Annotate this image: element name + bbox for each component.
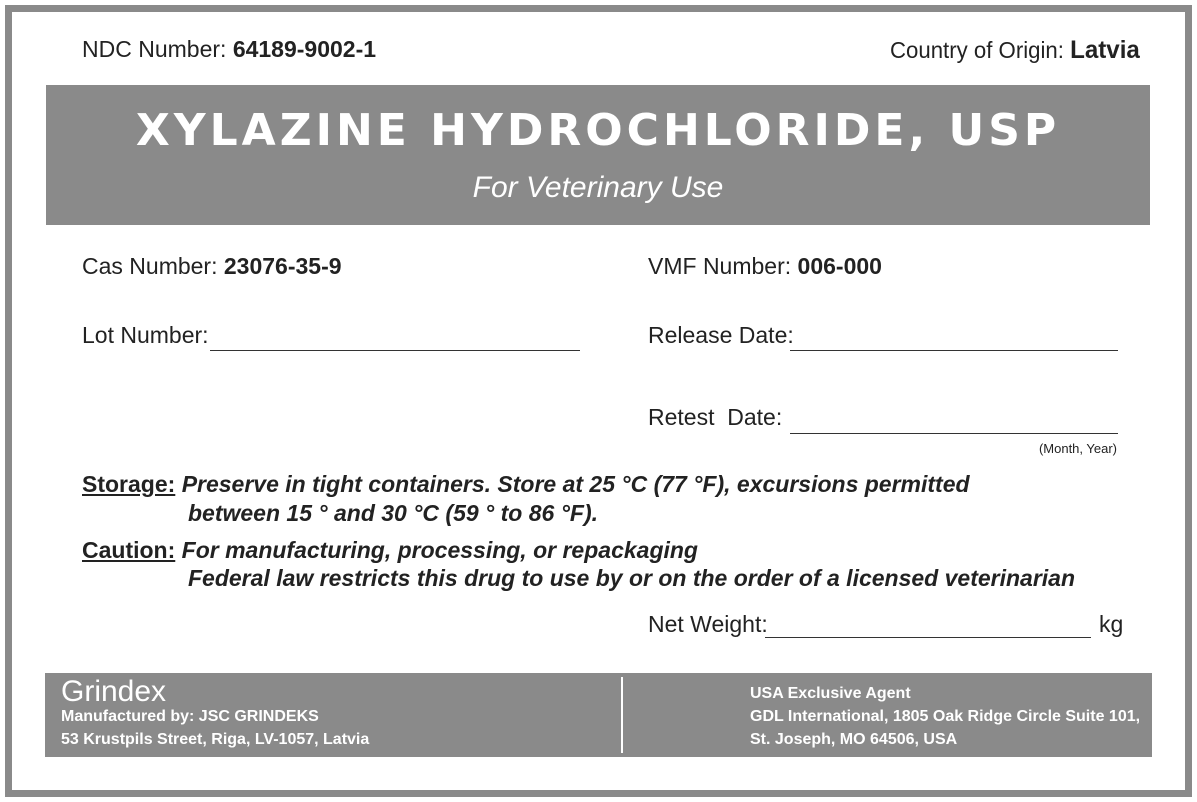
release-date-line (790, 350, 1118, 351)
storage-line-1 (82, 471, 970, 498)
lot-number-label: Lot Number: (82, 322, 209, 348)
storage-text-2: between 15 ° and 30 °C (59 ° to 86 °F). (188, 500, 599, 526)
ndc-label: NDC Number: (82, 36, 227, 62)
retest-date-label: Retest Date: (648, 404, 783, 430)
agent-line-2: GDL International, 1805 Oak Ridge Circle Suite 101, (750, 708, 1141, 725)
caution-heading: Caution: (82, 537, 176, 563)
vmf-value: 006-000 (797, 253, 882, 279)
origin-label: Country of Origin: (890, 37, 1065, 63)
agent-line-3: St. Joseph, MO 64506, USA (750, 731, 958, 748)
grindex-logo: Grindex (61, 675, 167, 708)
vmf-label: VMF Number: (648, 253, 792, 279)
footer-band (45, 673, 1152, 757)
footer-divider (621, 677, 623, 753)
vmf-number (648, 253, 882, 280)
retest-date-line (790, 433, 1118, 434)
origin-value: Latvia (1070, 36, 1140, 64)
country-of-origin (890, 36, 1140, 65)
storage-text-1: Preserve in tight containers. Store at 25 °C (77 °F), excursions permitted (181, 471, 970, 497)
ndc-value: 64189-9002-1 (232, 36, 377, 62)
product-title: XYLAZINE HYDROCHLORIDE, USP (135, 105, 1061, 156)
net-weight-label: Net Weight: (648, 611, 768, 637)
manufacturer-line-2: 53 Krustpils Street, Riga, LV-1057, Latvia (61, 731, 370, 748)
product-subtitle: For Veterinary Use (472, 171, 724, 204)
month-year-note: (Month, Year) (1038, 441, 1117, 456)
release-date-label: Release Date: (648, 322, 794, 348)
caution-text-1: For manufacturing, processing, or repackaging (181, 537, 698, 563)
net-weight-unit: kg (1099, 611, 1124, 637)
cas-value: 23076-35-9 (223, 253, 342, 279)
cas-label: Cas Number: (82, 253, 218, 279)
net-weight-line (765, 637, 1091, 638)
lot-number-line (210, 350, 580, 351)
cas-number (82, 253, 342, 280)
agent-line-1: USA Exclusive Agent (750, 685, 911, 702)
caution-line-1 (82, 537, 698, 564)
ndc-number (82, 36, 376, 63)
storage-heading: Storage: (82, 471, 176, 497)
manufacturer-line-1: Manufactured by: JSC GRINDEKS (61, 708, 319, 725)
caution-text-2: Federal law restricts this drug to use by or on the order of a licensed veterinarian (188, 565, 1076, 591)
title-band (46, 85, 1150, 225)
